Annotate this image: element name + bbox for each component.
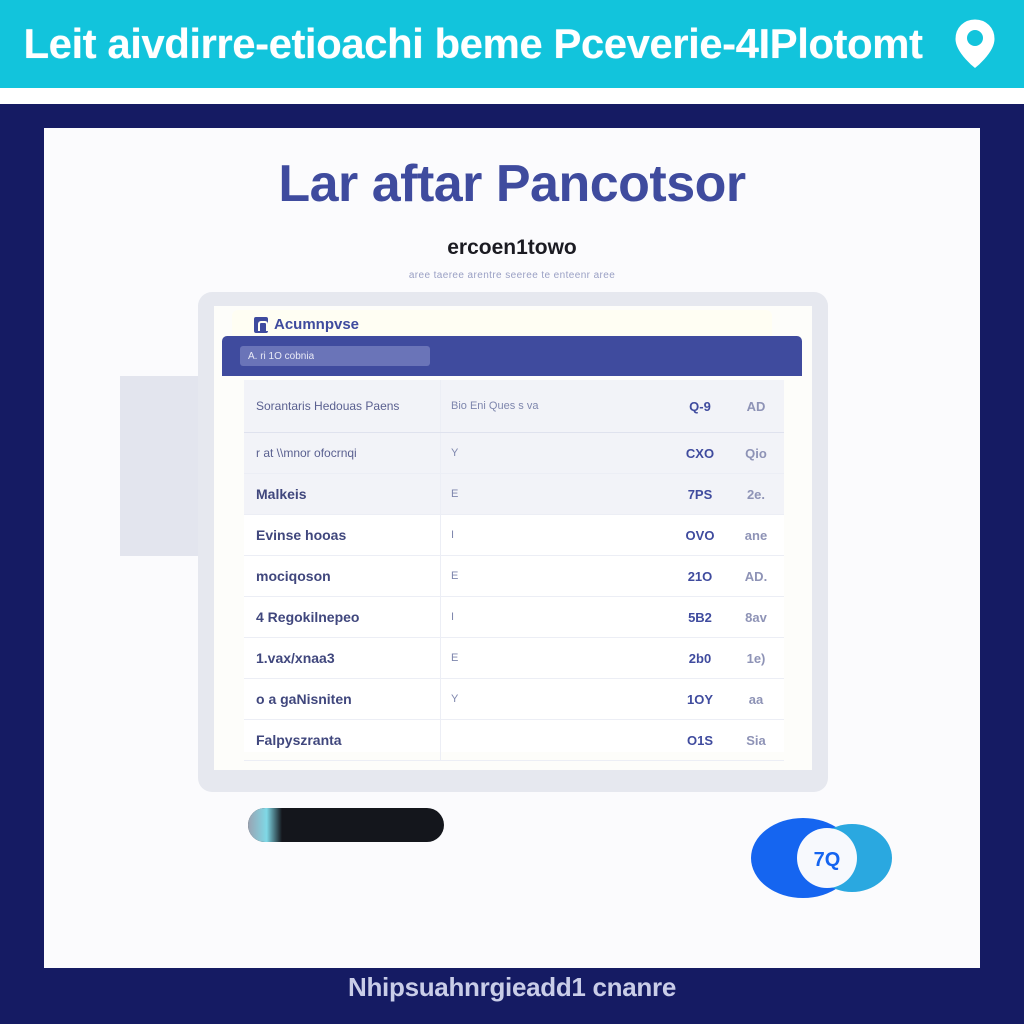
top-banner: [0, 0, 1024, 88]
cell-metric-1: CXO: [685, 445, 715, 461]
cell-metric-2: Sia: [746, 732, 766, 748]
cell-metric-2: 8av: [745, 609, 767, 625]
cell-name: Evinse hooas: [256, 527, 347, 543]
browser-tab[interactable]: [254, 316, 359, 333]
cell-detail: Bio Eni Ques s va: [440, 380, 672, 432]
cell-metric-1: Q-9: [689, 398, 711, 414]
cell-detail: I: [440, 515, 672, 555]
cell-detail: Y: [440, 679, 672, 719]
cell-name: mociqoson: [256, 568, 331, 584]
cell-note: r at \\mnor ofocrnqi: [256, 445, 357, 460]
page-title: Lar aftar Pancotsor: [278, 155, 746, 213]
page-background: [0, 104, 1024, 1024]
tablet-device: [198, 292, 828, 792]
cell-metric-2: AD.: [744, 568, 768, 584]
page-subtitle: ercoen1towo: [447, 236, 577, 259]
cell-name: o a gaNisniten: [256, 691, 352, 707]
url-value: A. ri 1O cobnia: [248, 350, 315, 362]
svg-text:7Q: 7Q: [813, 849, 841, 871]
cell-name: Falpyszranta: [256, 732, 342, 748]
cell-metric-1: 5B2: [688, 609, 712, 625]
table-row[interactable]: [244, 720, 784, 761]
content-card: [44, 128, 980, 968]
cell-detail: Y: [440, 433, 672, 473]
cell-name: Malkeis: [256, 486, 307, 502]
tablet-screen: [214, 306, 812, 770]
cell-name: Sorantaris Hedouas Paens: [256, 398, 400, 413]
cell-metric-2: ane: [744, 527, 768, 543]
cell-metric-2: 1e): [746, 650, 766, 666]
cell-metric-1: O1S: [686, 732, 713, 748]
cell-detail: [440, 720, 672, 760]
banner-divider: [0, 88, 1024, 104]
data-table: [244, 380, 784, 752]
cell-detail: I: [440, 597, 672, 637]
location-pin-icon: [949, 16, 1001, 72]
cell-metric-1: 7PS: [687, 486, 713, 502]
table-row[interactable]: [244, 433, 784, 474]
cell-name: 1.vax/xnaa3: [256, 650, 335, 666]
cell-metric-2: AD: [746, 398, 766, 414]
footer-caption: Nhipsuahnrgieadd1 cnanre: [348, 972, 676, 1002]
table-row[interactable]: [244, 638, 784, 679]
cell-metric-1: 1OY: [686, 691, 713, 707]
table-row[interactable]: [244, 597, 784, 638]
page-subtext: aree taeree arentre seeree te enteenr aree: [408, 270, 616, 281]
cell-name: 4 Regokilnepeo: [256, 609, 360, 625]
brand-logo: [748, 800, 898, 920]
cell-metric-2: aa: [748, 691, 764, 707]
cell-metric-1: OVO: [685, 527, 715, 543]
lock-icon: [254, 317, 268, 333]
banner-title: Leit aivdirre-etioachi beme Pceverie-4IPlotomt: [23, 20, 923, 67]
browser-titlebar: [222, 336, 802, 376]
table-row[interactable]: [244, 556, 784, 597]
table-row[interactable]: [244, 515, 784, 556]
browser-tab-strip: [232, 310, 772, 336]
cell-metric-2: 2e.: [746, 486, 766, 502]
cell-detail: E: [440, 556, 672, 596]
cell-metric-1: 21O: [687, 568, 713, 584]
stylus-tip: [248, 808, 282, 842]
cell-detail: E: [440, 474, 672, 514]
stylus-pen: [248, 808, 444, 842]
table-row[interactable]: [244, 679, 784, 720]
table-row[interactable]: [244, 474, 784, 515]
table-row[interactable]: [244, 380, 784, 433]
cell-metric-2: Qio: [745, 445, 767, 461]
cell-detail: E: [440, 638, 672, 678]
cell-metric-1: 2b0: [688, 650, 712, 666]
browser-tab-label: Acumnpvse: [274, 316, 360, 333]
url-input[interactable]: [240, 346, 430, 366]
